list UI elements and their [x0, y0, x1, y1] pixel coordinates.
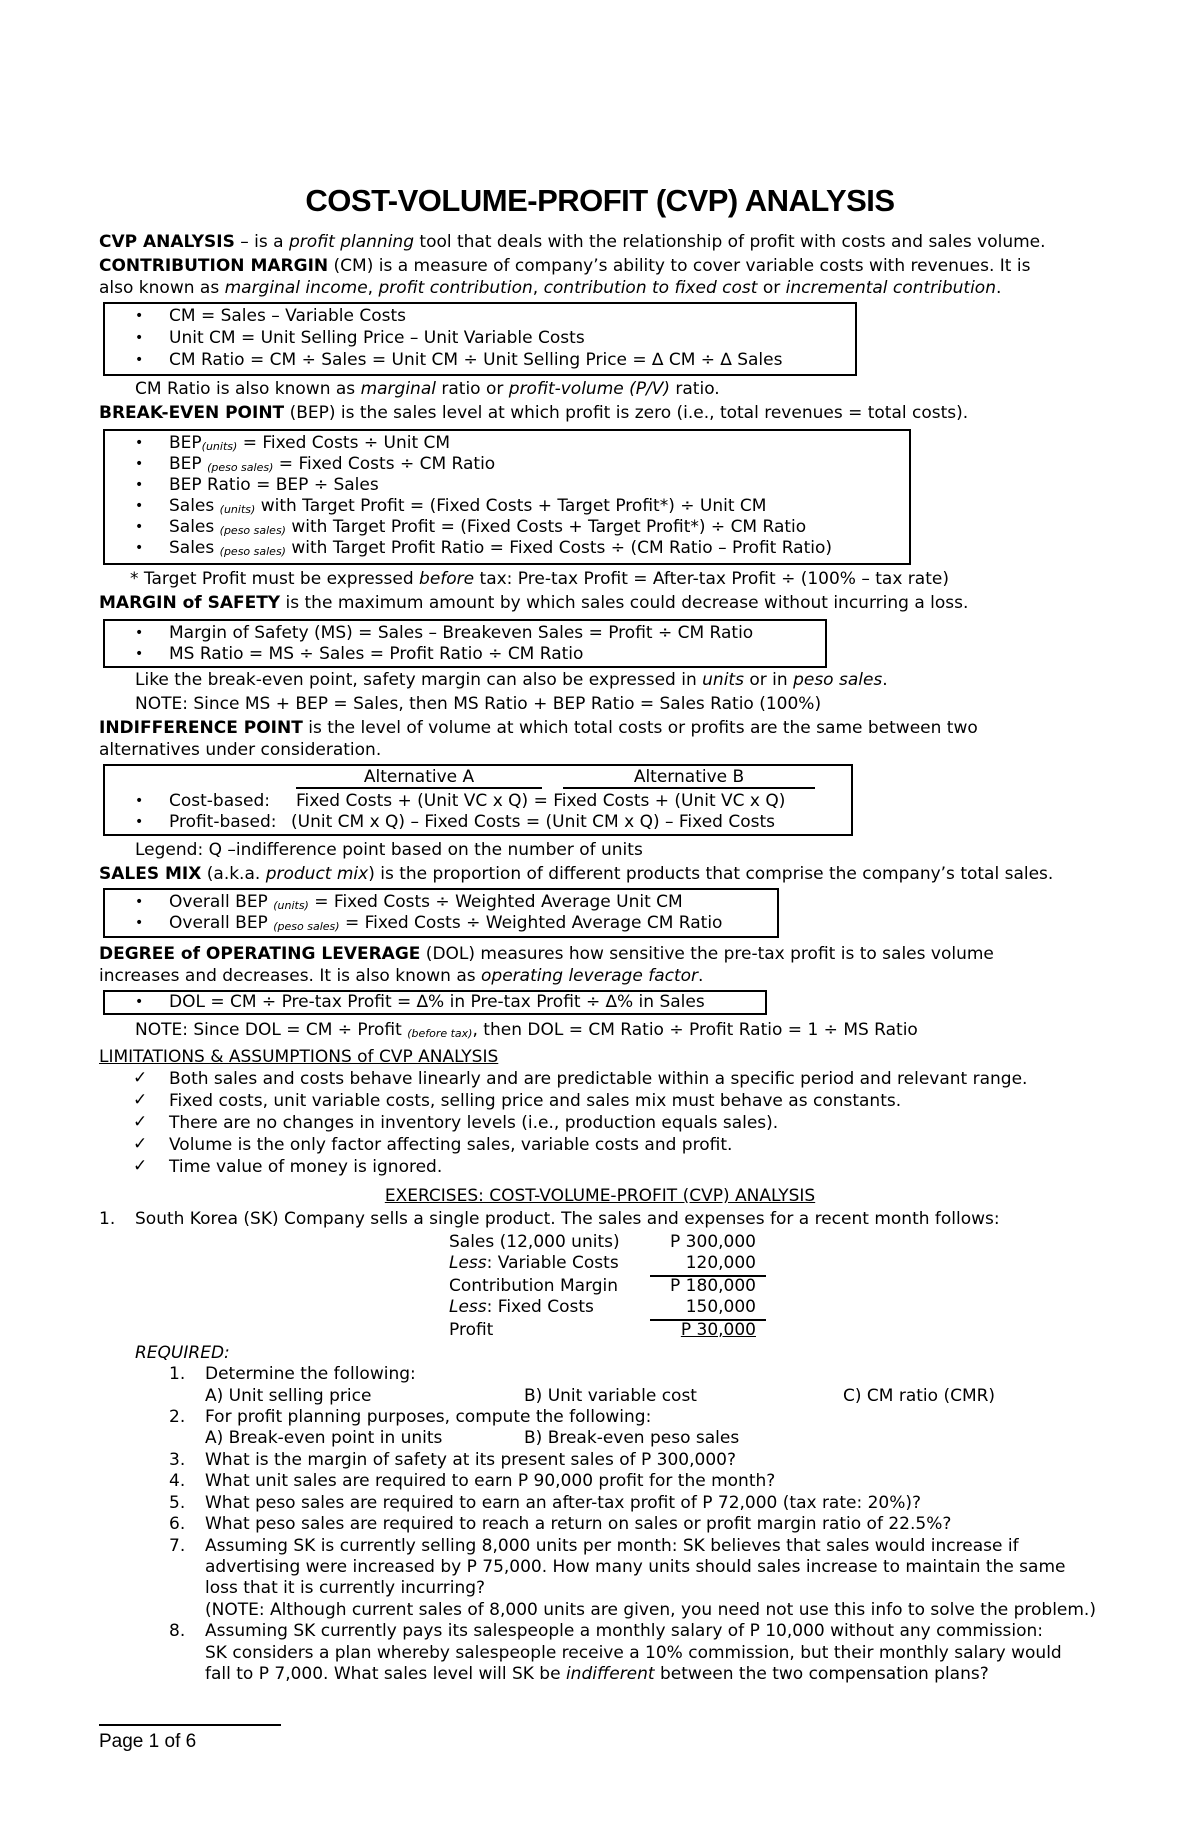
- bullet-icon: •: [135, 435, 144, 451]
- sales-units-target-formula: Sales (units) with Target Profit = (Fixed Costs + Target Profit*) ÷ Unit CM: [169, 496, 767, 516]
- limitation-item: Both sales and costs behave linearly and are predictable within a specific period and relevant range.: [169, 1069, 1028, 1089]
- checkmark-icon: ✓: [133, 1068, 148, 1088]
- exercise-number: 1.: [99, 1209, 116, 1229]
- ip-definition-line2: alternatives under consideration.: [99, 740, 382, 760]
- question-5: What peso sales are required to earn an after-tax profit of P 72,000 (tax rate: 20%)?: [205, 1493, 922, 1513]
- page-number: Page 1 of 6: [99, 1731, 197, 1752]
- ip-profit-based-label: Profit-based:: [169, 812, 277, 832]
- table-label-profit: Profit: [449, 1320, 494, 1340]
- question-8-line3: fall to P 7,000. What sales level will SK be indifferent between the two compensation plans?: [205, 1664, 989, 1684]
- limitation-item: Time value of money is ignored.: [169, 1157, 443, 1177]
- bep-units-formula: BEP(units) = Fixed Costs ÷ Unit CM: [169, 433, 451, 453]
- ms-ratio-formula: MS Ratio = MS ÷ Sales = Profit Ratio ÷ CM Ratio: [169, 644, 584, 664]
- bullet-icon: •: [135, 814, 144, 830]
- sales-mix-definition: SALES MIX (a.k.a. product mix) is the proportion of different products that comprise the company’s total sales.: [99, 864, 1054, 884]
- table-value-variable-costs: 120,000: [685, 1253, 756, 1273]
- bullet-icon: •: [135, 994, 144, 1010]
- question-2: For profit planning purposes, compute the following:: [205, 1407, 652, 1427]
- bullet-icon: •: [135, 498, 144, 514]
- bullet-icon: •: [135, 456, 144, 472]
- bullet-icon: •: [135, 477, 144, 493]
- question-3: What is the margin of safety at its present sales of P 300,000?: [205, 1450, 737, 1470]
- bep-ratio-formula: BEP Ratio = BEP ÷ Sales: [169, 475, 379, 495]
- question-number: 1.: [169, 1364, 186, 1384]
- mos-definition: MARGIN of SAFETY is the maximum amount by which sales could decrease without incurring a loss.: [99, 593, 969, 613]
- dol-definition-line1: DEGREE of OPERATING LEVERAGE (DOL) measures how sensitive the pre-tax profit is to sales volume: [99, 944, 994, 964]
- table-value-cm: P 180,000: [670, 1276, 756, 1296]
- sales-peso-target-ratio-formula: Sales (peso sales) with Target Profit Ratio = Fixed Costs ÷ (CM Ratio – Profit Ratio): [169, 538, 833, 558]
- target-profit-note: * Target Profit must be expressed before tax: Pre-tax Profit = After-tax Profit ÷ (100% – tax rate): [130, 569, 949, 589]
- page-title: COST-VOLUME-PROFIT (CVP) ANALYSIS: [305, 183, 895, 218]
- limitation-item: Volume is the only factor affecting sales, variable costs and profit.: [169, 1135, 733, 1155]
- bullet-icon: •: [135, 793, 144, 809]
- question-2b: B) Break-even peso sales: [524, 1428, 740, 1448]
- cm-definition-line2: also known as marginal income, profit contribution, contribution to fixed cost or incremental contribution.: [99, 278, 1002, 298]
- limitation-item: Fixed costs, unit variable costs, selling price and sales mix must behave as constants.: [169, 1091, 902, 1111]
- required-label: REQUIRED:: [135, 1343, 230, 1363]
- bullet-icon: •: [135, 308, 144, 324]
- bep-definition: BREAK-EVEN POINT (BEP) is the sales level at which profit is zero (i.e., total revenues = total costs).: [99, 403, 969, 423]
- alternative-a-rule: [296, 787, 542, 789]
- unit-cm-formula: Unit CM = Unit Selling Price – Unit Variable Costs: [169, 328, 585, 348]
- dol-definition-line2: increases and decreases. It is also known as operating leverage factor.: [99, 966, 704, 986]
- limitations-heading: LIMITATIONS & ASSUMPTIONS of CVP ANALYSIS: [99, 1047, 499, 1067]
- question-7-line3: loss that it is currently incurring?: [205, 1578, 486, 1598]
- sales-peso-target-formula: Sales (peso sales) with Target Profit = (Fixed Costs + Target Profit*) ÷ CM Ratio: [169, 517, 807, 537]
- ip-definition-line1: INDIFFERENCE POINT is the level of volume at which total costs or profits are the same between two: [99, 718, 978, 738]
- question-1: Determine the following:: [205, 1364, 416, 1384]
- question-1b: B) Unit variable cost: [524, 1386, 697, 1406]
- exercise-intro: South Korea (SK) Company sells a single product. The sales and expenses for a recent month follows:: [135, 1209, 1000, 1229]
- question-2a: A) Break-even point in units: [205, 1428, 443, 1448]
- cm-ratio-note: CM Ratio is also known as marginal ratio or profit-volume (P/V) ratio.: [135, 379, 720, 399]
- overall-bep-units-formula: Overall BEP (units) = Fixed Costs ÷ Weighted Average Unit CM: [169, 892, 683, 912]
- alternative-b-heading: Alternative B: [633, 767, 745, 787]
- question-4: What unit sales are required to earn P 90,000 profit for the month?: [205, 1471, 776, 1491]
- overall-bep-peso-formula: Overall BEP (peso sales) = Fixed Costs ÷ Weighted Average CM Ratio: [169, 913, 723, 933]
- exercises-heading: EXERCISES: COST-VOLUME-PROFIT (CVP) ANALYSIS: [384, 1186, 816, 1206]
- table-label-fixed-costs: Less: Fixed Costs: [449, 1297, 594, 1317]
- bullet-icon: •: [135, 915, 144, 931]
- mos-formula: Margin of Safety (MS) = Sales – Breakeven Sales = Profit ÷ CM Ratio: [169, 623, 754, 643]
- bullet-icon: •: [135, 646, 144, 662]
- cm-formula: CM = Sales – Variable Costs: [169, 306, 407, 326]
- question-number: 3.: [169, 1450, 186, 1470]
- table-value-profit: P 30,000: [680, 1320, 756, 1340]
- checkmark-icon: ✓: [133, 1112, 148, 1132]
- checkmark-icon: ✓: [133, 1090, 148, 1110]
- bullet-icon: •: [135, 519, 144, 535]
- table-label-cm: Contribution Margin: [449, 1276, 619, 1296]
- bep-peso-formula: BEP (peso sales) = Fixed Costs ÷ CM Ratio: [169, 454, 496, 474]
- cm-ratio-formula: CM Ratio = CM ÷ Sales = Unit CM ÷ Unit Selling Price = ∆ CM ÷ ∆ Sales: [169, 350, 783, 370]
- cvp-definition: CVP ANALYSIS – is a profit planning tool that deals with the relationship of profit with costs and sales volume.: [99, 232, 1046, 252]
- question-number: 8.: [169, 1621, 186, 1641]
- table-label-variable-costs: Less: Variable Costs: [449, 1253, 619, 1273]
- dol-note: NOTE: Since DOL = CM ÷ Profit (before tax), then DOL = CM Ratio ÷ Profit Ratio = 1 ÷ MS Ratio: [135, 1020, 918, 1040]
- question-1a: A) Unit selling price: [205, 1386, 372, 1406]
- question-8-line1: Assuming SK currently pays its salespeople a monthly salary of P 10,000 without any commission:: [205, 1621, 1044, 1641]
- ip-cost-based-label: Cost-based:: [169, 791, 270, 811]
- question-7-note: (NOTE: Although current sales of 8,000 units are given, you need not use this info to solve the problem.): [205, 1600, 1096, 1620]
- question-number: 2.: [169, 1407, 186, 1427]
- question-number: 4.: [169, 1471, 186, 1491]
- question-8-line2: SK considers a plan whereby salespeople receive a 10% commission, but their monthly salary would: [205, 1643, 1062, 1663]
- alternative-b-rule: [563, 787, 815, 789]
- alternative-a-heading: Alternative A: [363, 767, 475, 787]
- question-7-line2: advertising were increased by P 75,000. How many units should sales increase to maintain the same: [205, 1557, 1066, 1577]
- question-number: 6.: [169, 1514, 186, 1534]
- question-number: 7.: [169, 1536, 186, 1556]
- ip-cost-based-formula: Fixed Costs + (Unit VC x Q) = Fixed Costs + (Unit VC x Q): [296, 791, 786, 811]
- question-number: 5.: [169, 1493, 186, 1513]
- bullet-icon: •: [135, 352, 144, 368]
- checkmark-icon: ✓: [133, 1156, 148, 1176]
- limitation-item: There are no changes in inventory levels (i.e., production equals sales).: [169, 1113, 779, 1133]
- ip-profit-based-formula: (Unit CM x Q) – Fixed Costs = (Unit CM x Q) – Fixed Costs: [291, 812, 776, 832]
- table-label-sales: Sales (12,000 units): [449, 1232, 620, 1252]
- dol-formula: DOL = CM ÷ Pre-tax Profit = ∆% in Pre-tax Profit ÷ ∆% in Sales: [169, 992, 705, 1012]
- question-7-line1: Assuming SK is currently selling 8,000 units per month: SK believes that sales would increase if: [205, 1536, 1019, 1556]
- checkmark-icon: ✓: [133, 1134, 148, 1154]
- ip-legend: Legend: Q –indifference point based on the number of units: [135, 840, 643, 860]
- table-value-sales: P 300,000: [670, 1232, 756, 1252]
- bullet-icon: •: [135, 894, 144, 910]
- bullet-icon: •: [135, 540, 144, 556]
- mos-bep-note: NOTE: Since MS + BEP = Sales, then MS Ratio + BEP Ratio = Sales Ratio (100%): [135, 694, 822, 714]
- question-6: What peso sales are required to reach a return on sales or profit margin ratio of 22.5%?: [205, 1514, 952, 1534]
- bullet-icon: •: [135, 625, 144, 641]
- cm-definition-line1: CONTRIBUTION MARGIN (CM) is a measure of company’s ability to cover variable costs with revenues. It is: [99, 256, 1031, 276]
- mos-note: Like the break-even point, safety margin can also be expressed in units or in peso sales.: [135, 670, 888, 690]
- table-value-fixed-costs: 150,000: [685, 1297, 756, 1317]
- footer-rule: [99, 1724, 281, 1726]
- bullet-icon: •: [135, 330, 144, 346]
- question-1c: C) CM ratio (CMR): [843, 1386, 996, 1406]
